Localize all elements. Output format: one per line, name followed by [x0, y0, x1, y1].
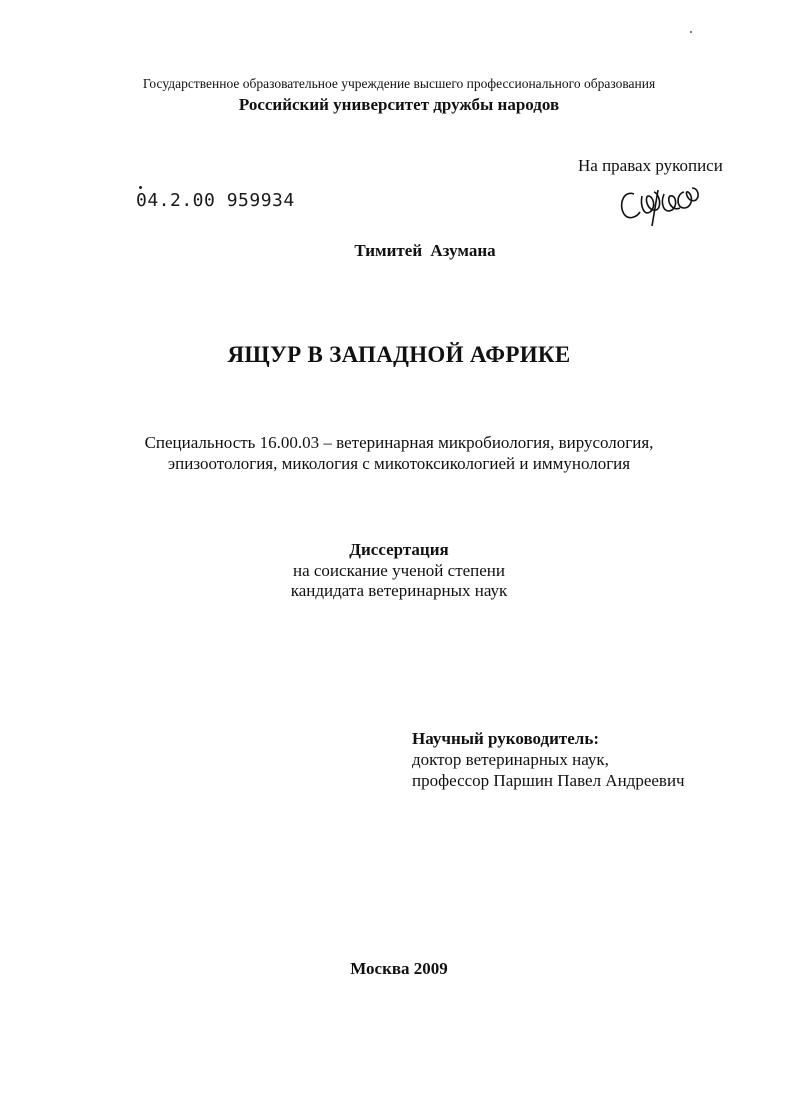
- supervisor-degree: доктор ветеринарных наук,: [412, 750, 609, 769]
- dissertation-label: Диссертация: [349, 540, 449, 559]
- supervisor-name: профессор Паршин Павел Андреевич: [412, 771, 685, 790]
- author-name: Тимитей Азумана: [354, 241, 496, 260]
- manuscript-note: На правах рукописи: [578, 156, 723, 175]
- specialty-line-2: эпизоотология, микология с микотоксикологией и иммунология: [167, 454, 631, 473]
- dissertation-line-1: на соискание ученой степени: [292, 561, 506, 580]
- scan-speck: [690, 31, 692, 33]
- specialty-line-1: Специальность 16.00.03 – ветеринарная микробиология, вирусология,: [144, 433, 654, 452]
- registry-number: 04.2.00 959934: [136, 190, 295, 211]
- university-name: Российский университет дружбы народов: [238, 95, 560, 114]
- institution-name: Государственное образовательное учреждение высшего профессионального образования: [142, 76, 656, 91]
- signature-icon: [614, 182, 706, 230]
- city-year: Москва 2009: [350, 959, 448, 978]
- dissertation-title: ЯЩУР В ЗАПАДНОЙ АФРИКЕ: [227, 342, 571, 367]
- registry-dot: [139, 186, 142, 189]
- supervisor-label: Научный руководитель:: [412, 729, 599, 748]
- dissertation-line-2: кандидата ветеринарных наук: [290, 581, 508, 600]
